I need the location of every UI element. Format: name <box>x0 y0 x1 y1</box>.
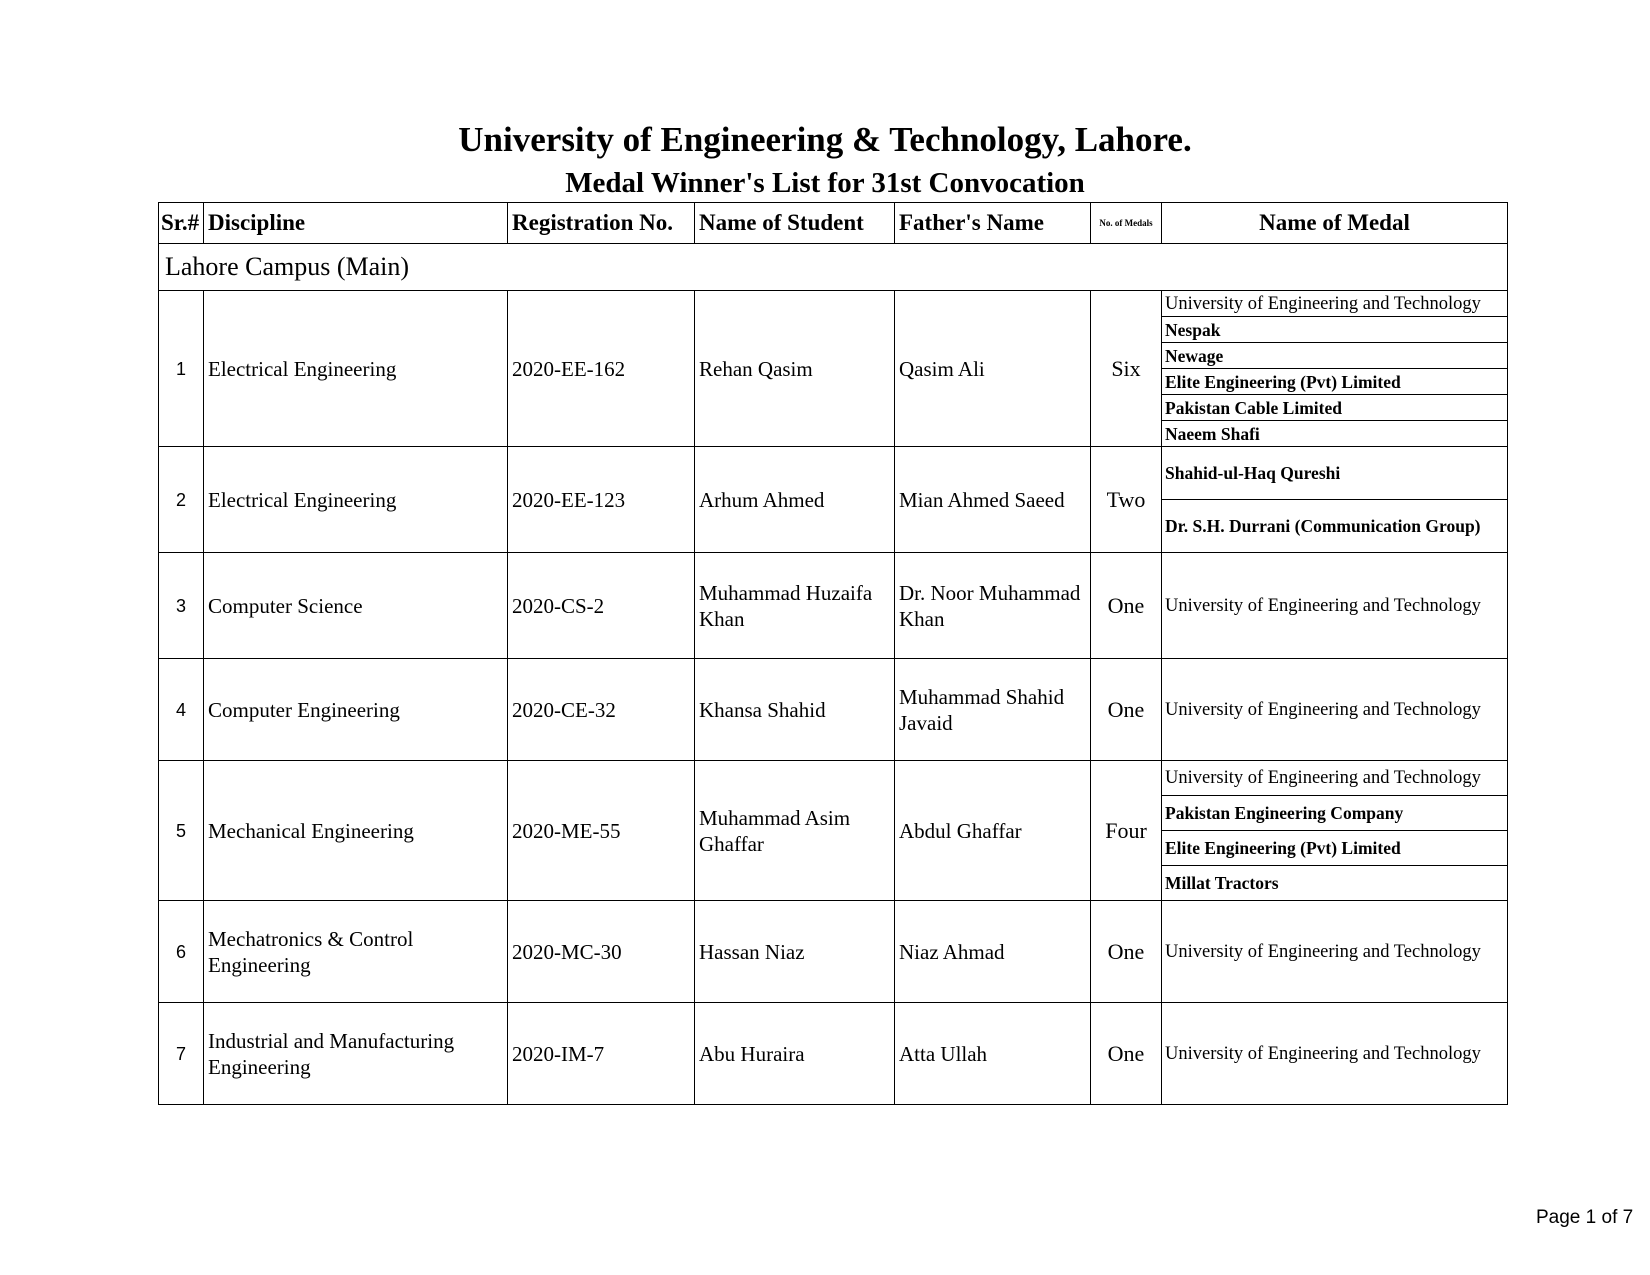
row-medal-name: Dr. S.H. Durrani (Communication Group) <box>1162 500 1508 553</box>
medal-winners-table <box>158 202 1508 1105</box>
col-header-student: Name of Student <box>695 203 895 244</box>
row-medal-name: Elite Engineering (Pvt) Limited <box>1162 831 1508 866</box>
row-student-name: Hassan Niaz <box>695 901 895 1003</box>
row-medal-name: Elite Engineering (Pvt) Limited <box>1162 369 1508 395</box>
row-serial: 2 <box>159 447 204 553</box>
row-student-name: Muhammad Asim Ghaffar <box>695 761 895 901</box>
row-registration: 2020-EE-162 <box>508 291 695 447</box>
row-medal-name: Pakistan Engineering Company <box>1162 796 1508 831</box>
document-title: University of Engineering & Technology, Lahore. <box>458 120 1192 159</box>
row-serial: 4 <box>159 659 204 761</box>
row-registration: 2020-IM-7 <box>508 1003 695 1105</box>
row-medal-name: University of Engineering and Technology <box>1162 901 1508 1003</box>
row-discipline: Electrical Engineering <box>204 291 508 447</box>
row-registration: 2020-CS-2 <box>508 553 695 659</box>
row-student-name: Arhum Ahmed <box>695 447 895 553</box>
row-medal-count: Six <box>1091 291 1162 447</box>
row-discipline: Computer Engineering <box>204 659 508 761</box>
row-medal-count: Four <box>1091 761 1162 901</box>
col-header-medal-count: No. of Medals <box>1091 203 1162 244</box>
table-row <box>159 447 1508 500</box>
col-header-registration: Registration No. <box>508 203 695 244</box>
row-medal-name: University of Engineering and Technology <box>1162 1003 1508 1105</box>
row-father-name: Dr. Noor Muhammad Khan <box>895 553 1091 659</box>
col-header-medal-name: Name of Medal <box>1162 203 1508 244</box>
row-student-name: Khansa Shahid <box>695 659 895 761</box>
table-row <box>159 761 1508 796</box>
row-father-name: Muhammad Shahid Javaid <box>895 659 1091 761</box>
row-student-name: Muhammad Huzaifa Khan <box>695 553 895 659</box>
table-row <box>159 659 1508 761</box>
row-registration: 2020-CE-32 <box>508 659 695 761</box>
row-medal-count: One <box>1091 659 1162 761</box>
row-discipline: Mechatronics & Control Engineering <box>204 901 508 1003</box>
campus-row <box>159 244 1508 291</box>
row-discipline: Computer Science <box>204 553 508 659</box>
col-header-father: Father's Name <box>895 203 1091 244</box>
table-row <box>159 901 1508 1003</box>
row-medal-name: University of Engineering and Technology <box>1162 553 1508 659</box>
table-row <box>159 553 1508 659</box>
row-father-name: Atta Ullah <box>895 1003 1091 1105</box>
row-serial: 1 <box>159 291 204 447</box>
row-medal-name: University of Engineering and Technology <box>1162 291 1508 317</box>
row-father-name: Qasim Ali <box>895 291 1091 447</box>
row-serial: 6 <box>159 901 204 1003</box>
row-medal-name: Naeem Shafi <box>1162 421 1508 447</box>
row-medal-name: Millat Tractors <box>1162 866 1508 901</box>
table-row <box>159 291 1508 317</box>
row-father-name: Niaz Ahmad <box>895 901 1091 1003</box>
row-medal-count: One <box>1091 901 1162 1003</box>
row-medal-name: Nespak <box>1162 317 1508 343</box>
row-discipline: Mechanical Engineering <box>204 761 508 901</box>
row-registration: 2020-ME-55 <box>508 761 695 901</box>
table-row <box>159 1003 1508 1105</box>
row-medal-name: Pakistan Cable Limited <box>1162 395 1508 421</box>
row-student-name: Abu Huraira <box>695 1003 895 1105</box>
row-discipline: Electrical Engineering <box>204 447 508 553</box>
row-father-name: Abdul Ghaffar <box>895 761 1091 901</box>
table-header-row <box>159 203 1508 244</box>
row-medal-name: University of Engineering and Technology <box>1162 761 1508 796</box>
row-serial: 5 <box>159 761 204 901</box>
row-registration: 2020-EE-123 <box>508 447 695 553</box>
row-medal-name: Shahid-ul-Haq Qureshi <box>1162 447 1508 500</box>
row-medal-count: One <box>1091 1003 1162 1105</box>
row-registration: 2020-MC-30 <box>508 901 695 1003</box>
row-medal-name: University of Engineering and Technology <box>1162 659 1508 761</box>
row-student-name: Rehan Qasim <box>695 291 895 447</box>
col-header-sr: Sr.# <box>159 203 204 244</box>
row-father-name: Mian Ahmed Saeed <box>895 447 1091 553</box>
row-medal-name: Newage <box>1162 343 1508 369</box>
campus-label: Lahore Campus (Main) <box>159 244 1508 291</box>
document-subtitle: Medal Winner's List for 31st Convocation <box>565 167 1085 199</box>
row-serial: 3 <box>159 553 204 659</box>
row-medal-count: Two <box>1091 447 1162 553</box>
page-number: Page 1 of 7 <box>1536 1207 1634 1228</box>
row-serial: 7 <box>159 1003 204 1105</box>
row-discipline: Industrial and Manufacturing Engineering <box>204 1003 508 1105</box>
col-header-discipline: Discipline <box>204 203 508 244</box>
row-medal-count: One <box>1091 553 1162 659</box>
